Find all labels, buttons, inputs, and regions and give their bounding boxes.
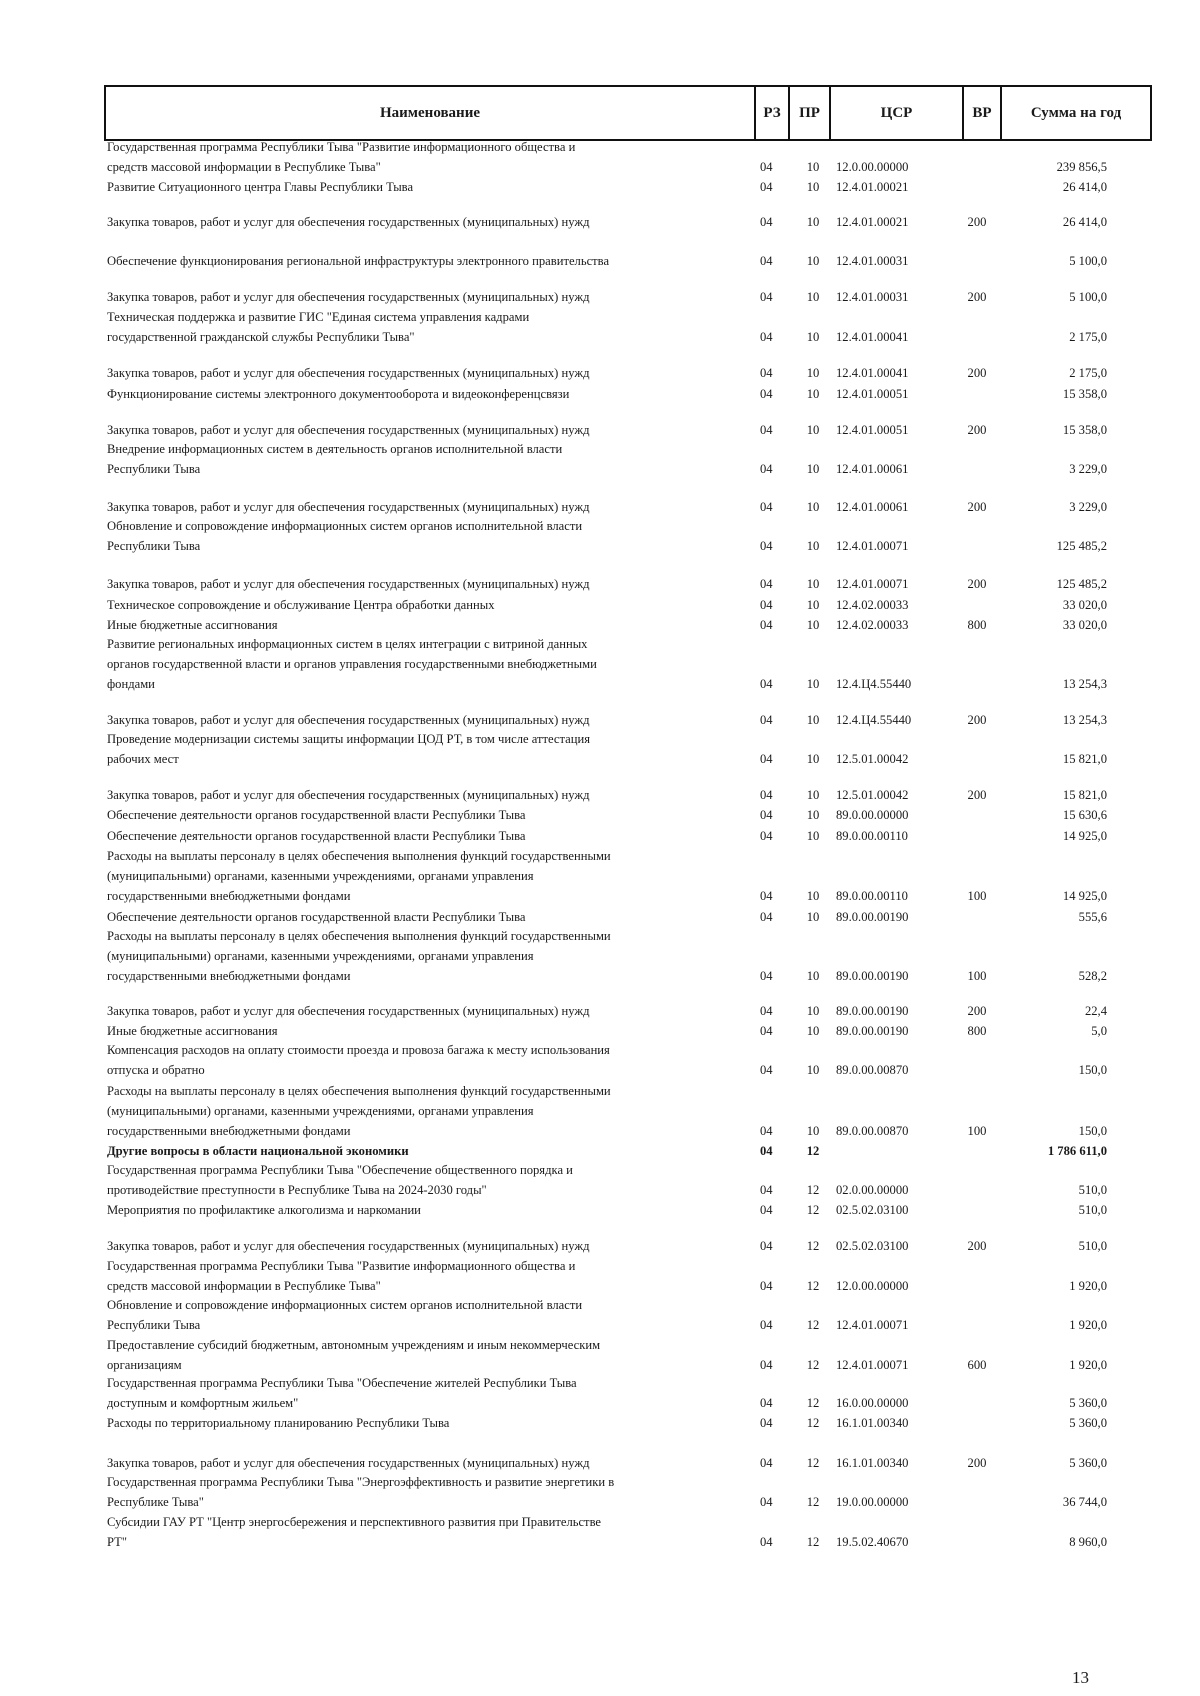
row-csr: 12.4.01.00051 <box>836 423 909 437</box>
table-row <box>0 287 1200 307</box>
row-rz: 04 <box>760 539 773 553</box>
row-pr: 10 <box>806 462 820 476</box>
table-row <box>0 1453 1200 1473</box>
row-pr: 10 <box>806 829 820 843</box>
row-pr: 10 <box>806 677 820 691</box>
row-vr: 200 <box>967 500 987 514</box>
row-name: Развитие Ситуационного центра Главы Республики Тыва <box>107 180 414 194</box>
row-rz: 04 <box>760 829 773 843</box>
row-vr: 200 <box>967 366 987 380</box>
row-name: Обеспечение функционирования региональной инфраструктуры электронного правительства <box>107 254 610 268</box>
table-row <box>0 384 1200 404</box>
row-rz: 04 <box>760 598 773 612</box>
row-sum: 1 920,0 <box>1069 1358 1107 1372</box>
row-csr: 12.4.01.00071 <box>836 1318 909 1332</box>
row-sum: 510,0 <box>1078 1239 1107 1253</box>
row-rz: 04 <box>760 1358 773 1372</box>
row-csr: 02.5.02.03100 <box>836 1239 909 1253</box>
row-name: Компенсация расходов на оплату стоимости проезда и провоза багажа к месту использования отпуска и обратно <box>107 1043 610 1077</box>
row-name: Другие вопросы в области национальной экономики <box>107 1144 409 1158</box>
table-row <box>0 805 1200 825</box>
table-row <box>0 1373 1200 1413</box>
row-pr: 10 <box>806 387 820 401</box>
row-name: Развитие региональных информационных систем в целях интеграции с витриной данных органов государственной власти и органов управления государственными внебюджетными фондами <box>107 637 597 691</box>
row-sum: 15 358,0 <box>1062 387 1107 401</box>
table-row <box>0 1001 1200 1021</box>
row-sum: 5,0 <box>1091 1024 1107 1038</box>
table-row <box>0 1160 1200 1200</box>
row-sum: 510,0 <box>1078 1183 1107 1197</box>
row-rz: 04 <box>760 889 773 903</box>
table-row <box>0 1512 1200 1552</box>
row-rz: 04 <box>760 1396 773 1410</box>
row-sum: 1 920,0 <box>1069 1279 1107 1293</box>
row-pr: 10 <box>806 500 820 514</box>
row-csr: 12.4.01.00021 <box>836 215 909 229</box>
row-pr: 10 <box>806 1004 820 1018</box>
row-csr: 12.4.01.00041 <box>836 330 909 344</box>
row-name: Обновление и сопровождение информационных систем органов исполнительной власти Республики Тыва <box>107 519 583 553</box>
row-rz: 04 <box>760 1203 773 1217</box>
row-rz: 04 <box>760 577 773 591</box>
table-row <box>0 926 1200 986</box>
row-rz: 04 <box>760 1004 773 1018</box>
row-name: Закупка товаров, работ и услуг для обеспечения государственных (муниципальных) нужд <box>107 1239 590 1253</box>
row-sum: 15 821,0 <box>1062 788 1107 802</box>
row-csr: 12.5.01.00042 <box>836 752 909 766</box>
row-rz: 04 <box>760 752 773 766</box>
table-row <box>0 1081 1200 1141</box>
row-sum: 2 175,0 <box>1069 330 1107 344</box>
header-pr: ПР <box>790 87 831 139</box>
row-sum: 2 175,0 <box>1069 366 1107 380</box>
row-rz: 04 <box>760 808 773 822</box>
row-csr: 12.4.02.00033 <box>836 598 909 612</box>
page-number: 13 <box>1072 1668 1089 1687</box>
header-rz: РЗ <box>756 87 790 139</box>
row-pr: 12 <box>806 1396 820 1410</box>
row-csr: 12.4.01.00061 <box>836 500 909 514</box>
table-row <box>0 634 1200 694</box>
row-sum: 22,4 <box>1084 1004 1107 1018</box>
row-csr: 12.0.00.00000 <box>836 160 909 174</box>
table-row <box>0 729 1200 769</box>
table-row <box>0 363 1200 383</box>
row-name: Субсидии ГАУ РТ "Центр энергосбережения и перспективного развития при Правительстве РТ" <box>107 1515 602 1549</box>
row-sum: 15 358,0 <box>1062 423 1107 437</box>
row-csr: 89.0.00.00190 <box>836 1004 909 1018</box>
row-pr: 10 <box>806 254 820 268</box>
row-name: Закупка товаров, работ и услуг для обеспечения государственных (муниципальных) нужд <box>107 423 590 437</box>
row-rz: 04 <box>760 160 773 174</box>
table-row <box>0 710 1200 730</box>
row-rz: 04 <box>760 215 773 229</box>
row-rz: 04 <box>760 1456 773 1470</box>
row-sum: 239 856,5 <box>1056 160 1107 174</box>
table-row <box>0 497 1200 517</box>
row-pr: 10 <box>806 160 820 174</box>
row-pr: 12 <box>806 1203 820 1217</box>
row-rz: 04 <box>760 910 773 924</box>
table-row <box>0 1141 1200 1161</box>
row-pr: 10 <box>806 330 820 344</box>
row-vr: 200 <box>967 215 987 229</box>
row-name: Государственная программа Республики Тыва "Обеспечение общественного порядка и противодействие преступности в Республике Тыва на 2024-2030 годы" <box>107 1163 573 1197</box>
table-row <box>0 1236 1200 1256</box>
table-row <box>0 826 1200 846</box>
row-sum: 13 254,3 <box>1062 677 1107 691</box>
row-csr: 02.5.02.03100 <box>836 1203 909 1217</box>
row-sum: 1 920,0 <box>1069 1318 1107 1332</box>
row-pr: 10 <box>806 618 820 632</box>
row-vr: 200 <box>967 788 987 802</box>
row-sum: 14 925,0 <box>1062 889 1107 903</box>
row-rz: 04 <box>760 1318 773 1332</box>
table-row <box>0 1335 1200 1375</box>
row-csr: 12.4.01.00061 <box>836 462 909 476</box>
row-name: Закупка товаров, работ и услуг для обеспечения государственных (муниципальных) нужд <box>107 577 590 591</box>
row-pr: 10 <box>806 1124 820 1138</box>
row-sum: 150,0 <box>1078 1124 1107 1138</box>
row-rz: 04 <box>760 1416 773 1430</box>
row-sum: 510,0 <box>1078 1203 1107 1217</box>
row-sum: 15 821,0 <box>1062 752 1107 766</box>
row-sum: 528,2 <box>1078 969 1107 983</box>
row-name: Расходы на выплаты персоналу в целях обеспечения выполнения функций государственными (муниципальными) органами, казенными учреждениями, органами управления государственными внебюджетными фондами <box>107 1084 611 1138</box>
row-sum: 8 960,0 <box>1069 1535 1107 1549</box>
row-pr: 10 <box>806 889 820 903</box>
row-name: Государственная программа Республики Тыва "Развитие информационного общества и средств массовой информации в Республике Тыва" <box>107 1259 576 1293</box>
row-pr: 10 <box>806 788 820 802</box>
row-pr: 10 <box>806 539 820 553</box>
row-csr: 12.4.01.00031 <box>836 254 909 268</box>
table-row <box>0 595 1200 615</box>
table-row <box>0 907 1200 927</box>
row-sum: 3 229,0 <box>1069 500 1107 514</box>
row-name: Закупка товаров, работ и услуг для обеспечения государственных (муниципальных) нужд <box>107 500 590 514</box>
row-pr: 10 <box>806 366 820 380</box>
table-row <box>0 1256 1200 1296</box>
table-row <box>0 137 1200 177</box>
header-vr: ВР <box>964 87 1002 139</box>
row-rz: 04 <box>760 1279 773 1293</box>
table-row <box>0 615 1200 635</box>
row-rz: 04 <box>760 677 773 691</box>
row-sum: 5 100,0 <box>1069 290 1107 304</box>
row-csr: 16.1.01.00340 <box>836 1416 909 1430</box>
row-csr: 89.0.00.00870 <box>836 1063 909 1077</box>
row-rz: 04 <box>760 423 773 437</box>
row-name: Проведение модернизации системы защиты информации ЦОД РТ, в том числе аттестация рабочих мест <box>107 732 590 766</box>
row-pr: 10 <box>806 598 820 612</box>
row-sum: 5 100,0 <box>1069 254 1107 268</box>
row-sum: 125 485,2 <box>1056 539 1107 553</box>
row-sum: 1 786 611,0 <box>1047 1144 1107 1158</box>
row-rz: 04 <box>760 1024 773 1038</box>
row-pr: 10 <box>806 1024 820 1038</box>
row-rz: 04 <box>760 330 773 344</box>
row-csr: 12.0.00.00000 <box>836 1279 909 1293</box>
table-row <box>0 177 1200 197</box>
row-csr: 19.0.00.00000 <box>836 1495 909 1509</box>
row-name: Расходы на выплаты персоналу в целях обеспечения выполнения функций государственными (муниципальными) органами, казенными учреждениями, органами управления государственными внебюджетными фондами <box>107 929 611 983</box>
row-vr: 200 <box>967 423 987 437</box>
row-rz: 04 <box>760 1183 773 1197</box>
row-csr: 16.1.01.00340 <box>836 1456 909 1470</box>
table-row <box>0 785 1200 805</box>
row-sum: 33 020,0 <box>1062 598 1107 612</box>
row-csr: 12.4.01.00071 <box>836 539 909 553</box>
row-rz: 04 <box>760 788 773 802</box>
row-vr: 800 <box>967 618 987 632</box>
row-rz: 04 <box>760 969 773 983</box>
row-name: Внедрение информационных систем в деятельность органов исполнительной власти Республики Тыва <box>107 442 563 476</box>
table-row <box>0 1295 1200 1335</box>
row-sum: 26 414,0 <box>1062 180 1107 194</box>
table-row <box>0 846 1200 906</box>
row-pr: 10 <box>806 969 820 983</box>
row-sum: 3 229,0 <box>1069 462 1107 476</box>
row-pr: 12 <box>806 1279 820 1293</box>
table-row <box>0 307 1200 347</box>
row-csr: 12.4.01.00021 <box>836 180 909 194</box>
row-csr: 12.4.01.00071 <box>836 1358 909 1372</box>
row-name: Закупка товаров, работ и услуг для обеспечения государственных (муниципальных) нужд <box>107 290 590 304</box>
row-name: Обеспечение деятельности органов государственной власти Республики Тыва <box>107 910 526 924</box>
table-row <box>0 1413 1200 1433</box>
row-name: Закупка товаров, работ и услуг для обеспечения государственных (муниципальных) нужд <box>107 1456 590 1470</box>
row-csr: 12.4.01.00051 <box>836 387 909 401</box>
row-csr: 19.5.02.40670 <box>836 1535 909 1549</box>
row-csr: 89.0.00.00190 <box>836 969 909 983</box>
row-pr: 10 <box>806 808 820 822</box>
row-rz: 04 <box>760 1124 773 1138</box>
row-csr: 12.4.Ц4.55440 <box>836 677 912 691</box>
row-name: Обновление и сопровождение информационных систем органов исполнительной власти Республики Тыва <box>107 1298 583 1332</box>
row-rz: 04 <box>760 1239 773 1253</box>
row-sum: 36 744,0 <box>1062 1495 1107 1509</box>
row-name: Мероприятия по профилактике алкоголизма и наркомании <box>107 1203 421 1217</box>
row-sum: 14 925,0 <box>1062 829 1107 843</box>
table-row <box>0 251 1200 271</box>
row-vr: 200 <box>967 1004 987 1018</box>
row-vr: 200 <box>967 1456 987 1470</box>
row-csr: 89.0.00.00000 <box>836 808 909 822</box>
row-csr: 12.4.01.00071 <box>836 577 909 591</box>
table-row <box>0 1200 1200 1220</box>
row-rz: 04 <box>760 500 773 514</box>
row-name: Расходы на выплаты персоналу в целях обеспечения выполнения функций государственными (муниципальными) органами, казенными учреждениями, органами управления государственными внебюджетными фондами <box>107 849 611 903</box>
row-vr: 800 <box>967 1024 987 1038</box>
row-name: Государственная программа Республики Тыва "Энергоэффективность и развитие энергетики в Республике Тыва" <box>107 1475 615 1509</box>
row-rz: 04 <box>760 1063 773 1077</box>
row-name: Государственная программа Республики Тыва "Развитие информационного общества и средств массовой информации в Республике Тыва" <box>107 140 576 174</box>
row-sum: 125 485,2 <box>1056 577 1107 591</box>
row-csr: 12.4.01.00041 <box>836 366 909 380</box>
row-rz: 04 <box>760 366 773 380</box>
row-pr: 12 <box>806 1358 820 1372</box>
row-pr: 12 <box>806 1239 820 1253</box>
row-sum: 555,6 <box>1078 910 1107 924</box>
row-pr: 12 <box>806 1495 820 1509</box>
row-sum: 5 360,0 <box>1069 1416 1107 1430</box>
table-row <box>0 439 1200 479</box>
row-name: Обеспечение деятельности органов государственной власти Республики Тыва <box>107 808 526 822</box>
row-pr: 10 <box>806 577 820 591</box>
header-name: Наименование <box>106 87 756 139</box>
row-sum: 13 254,3 <box>1062 713 1107 727</box>
row-rz: 04 <box>760 462 773 476</box>
row-rz: 04 <box>760 713 773 727</box>
row-vr: 600 <box>967 1358 987 1372</box>
row-pr: 10 <box>806 180 820 194</box>
row-rz: 04 <box>760 1535 773 1549</box>
row-csr: 12.5.01.00042 <box>836 788 909 802</box>
row-name: Иные бюджетные ассигнования <box>107 618 278 632</box>
row-csr: 12.4.01.00031 <box>836 290 909 304</box>
row-pr: 10 <box>806 423 820 437</box>
row-name: Расходы по территориальному планированию Республики Тыва <box>107 1416 450 1430</box>
table-row <box>0 1040 1200 1080</box>
row-rz: 04 <box>760 1144 773 1158</box>
row-vr: 200 <box>967 713 987 727</box>
row-pr: 10 <box>806 215 820 229</box>
row-name: Закупка товаров, работ и услуг для обеспечения государственных (муниципальных) нужд <box>107 1004 590 1018</box>
row-rz: 04 <box>760 1495 773 1509</box>
row-pr: 12 <box>806 1183 820 1197</box>
row-sum: 5 360,0 <box>1069 1396 1107 1410</box>
row-pr: 10 <box>806 713 820 727</box>
row-vr: 200 <box>967 290 987 304</box>
table-row <box>0 420 1200 440</box>
header-sum: Сумма на год <box>1030 104 1122 121</box>
table-row <box>0 516 1200 556</box>
row-csr: 89.0.00.00190 <box>836 1024 909 1038</box>
row-csr: 89.0.00.00870 <box>836 1124 909 1138</box>
row-pr: 10 <box>806 1063 820 1077</box>
row-name: Государственная программа Республики Тыва "Обеспечение жителей Республики Тыва доступным и комфортным жильем" <box>107 1376 577 1410</box>
row-name: Закупка товаров, работ и услуг для обеспечения государственных (муниципальных) нужд <box>107 713 590 727</box>
row-vr: 100 <box>967 969 987 983</box>
row-name: Техническая поддержка и развитие ГИС "Единая система управления кадрами государственной гражданской службы Республики Тыва" <box>107 310 530 344</box>
row-name: Закупка товаров, работ и услуг для обеспечения государственных (муниципальных) нужд <box>107 215 590 229</box>
row-pr: 12 <box>806 1456 820 1470</box>
row-name: Закупка товаров, работ и услуг для обеспечения государственных (муниципальных) нужд <box>107 788 590 802</box>
row-rz: 04 <box>760 254 773 268</box>
row-rz: 04 <box>760 618 773 632</box>
row-csr: 89.0.00.00190 <box>836 910 909 924</box>
row-sum: 5 360,0 <box>1069 1456 1107 1470</box>
row-csr: 02.0.00.00000 <box>836 1183 909 1197</box>
row-sum: 15 630,6 <box>1062 808 1107 822</box>
row-vr: 200 <box>967 1239 987 1253</box>
row-name: Закупка товаров, работ и услуг для обеспечения государственных (муниципальных) нужд <box>107 366 590 380</box>
row-name: Иные бюджетные ассигнования <box>107 1024 278 1038</box>
table-row <box>0 1021 1200 1041</box>
header-csr: ЦСР <box>831 87 964 139</box>
row-vr: 100 <box>967 889 987 903</box>
row-pr: 12 <box>806 1535 820 1549</box>
row-pr: 12 <box>806 1144 820 1158</box>
row-pr: 10 <box>806 290 820 304</box>
row-csr: 12.4.Ц4.55440 <box>836 713 912 727</box>
row-vr: 200 <box>967 577 987 591</box>
row-csr: 16.0.00.00000 <box>836 1396 909 1410</box>
row-sum: 26 414,0 <box>1062 215 1107 229</box>
row-name: Предоставление субсидий бюджетным, автономным учреждениям и иным некоммерческим организациям <box>107 1338 601 1372</box>
row-sum: 150,0 <box>1078 1063 1107 1077</box>
row-csr: 12.4.02.00033 <box>836 618 909 632</box>
row-name: Техническое сопровождение и обслуживание Центра обработки данных <box>107 598 495 612</box>
row-pr: 12 <box>806 1416 820 1430</box>
table-row <box>0 1472 1200 1512</box>
row-name: Функционирование системы электронного документооборота и видеоконференцсвязи <box>107 387 570 401</box>
table-row <box>0 212 1200 232</box>
row-vr: 100 <box>967 1124 987 1138</box>
row-csr: 89.0.00.00110 <box>836 889 908 903</box>
row-name: Обеспечение деятельности органов государственной власти Республики Тыва <box>107 829 526 843</box>
row-rz: 04 <box>760 180 773 194</box>
row-rz: 04 <box>760 290 773 304</box>
row-csr: 89.0.00.00110 <box>836 829 908 843</box>
table-row <box>0 574 1200 594</box>
row-pr: 10 <box>806 910 820 924</box>
row-pr: 12 <box>806 1318 820 1332</box>
row-sum: 33 020,0 <box>1062 618 1107 632</box>
row-rz: 04 <box>760 387 773 401</box>
row-pr: 10 <box>806 752 820 766</box>
